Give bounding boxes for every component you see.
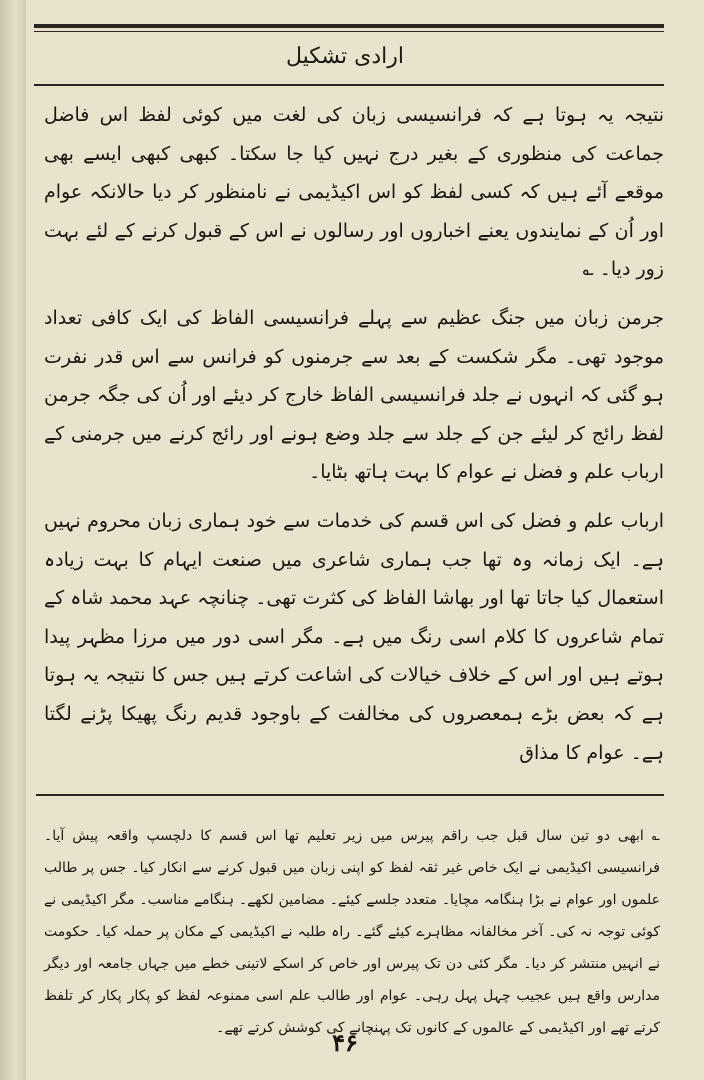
header-top-rule: [34, 24, 664, 28]
header-thin-rule: [34, 31, 664, 32]
footnote-rule: [36, 794, 664, 796]
book-page: [26, 0, 704, 1080]
header-bottom-rule: [34, 84, 664, 86]
paragraph-2: جرمن زبان میں جنگ عظیم سے پہلے فرانسیسی الفاظ کی ایک کافی تعداد موجود تھی۔ مگر شکست کے بعد سے جرمنوں کو فرانس سے اس قدر نفرت ہو گئی کہ انہوں نے جلد فرانسیسی الفاظ خارج کر دیئے اور اُن کی جگہ جرمن لفظ رائج کر لیئے جن کے جلد سے جلد وضع ہونے اور رائج کرنے میں جرمنی کے ارباب علم و فضل نے عوام کا بہت ہاتھ بٹایا۔: [44, 306, 664, 484]
paragraph-3: ارباب علم و فضل کی اس قسم کی خدمات سے خود ہماری زبان محروم نہیں ہے۔ ایک زمانہ وہ تھا جب ہماری شاعری میں صنعت ایہام کا بہت زیادہ استعمال کیا جاتا تھا اور بھاشا الفاظ کی کثرت تھی۔ چنانچہ عہد محمد شاہ کے تمام شاعروں کا کلام اسی رنگ میں ہے۔ مگر اسی دور میں مرزا مظہر پیدا ہوتے ہیں اور اس کے خلاف خیالات کی اشاعت کرتے ہیں جس کا نتیجہ یہ ہوتا ہے کہ بعض بڑے ہمعصروں کی مخالفت کے باوجود قدیم رنگ پھیکا پڑنے لگتا ہے۔ عوام کا مذاق: [44, 509, 664, 764]
footnote: ؎ ابھی دو تین سال قبل جب راقم پیرس میں زیر تعلیم تھا اس قسم کا دلچسپ واقعہ پیش آیا۔ فرانسیسی اکیڈیمی نے ایک خاص غیر ثقہ لفظ کو اپنی زبان میں قبول کرنے سے انکار کیا۔ جس پر طالب علموں اور عوام نے بڑا ہنگامہ مچایا۔ متعدد جلسے کیئے۔ مضامین لکھے۔ ہنگامے مناسب۔ مگر اکیڈیمی نے کوئی توجہ نہ کی۔ آخر مخالفانہ مظاہرے کیئے گئے۔ راہ طلبہ نے اکیڈیمی کے مکان پر حملہ کیا۔ حکومت نے انہیں منتشر کر دیا۔ مگر کئی دن تک پیرس اور خاص کر اسکے لاتینی خطے میں جہاں جامعہ اور دیگر مدارس واقع ہیں عجیب چہل پہل رہی۔ عوام اور طالب علم اسی ممنوعہ لفظ کو پکار پکار کر تلفظ کرتے تھے اور اکیڈیمی کے عالموں کے کانوں تک پہنچانے کی کوشش کرتے تھے۔: [44, 828, 660, 1036]
paragraph-1: نتیجہ یہ ہوتا ہے کہ فرانسیسی زبان کی لغت میں کوئی لفظ اس فاضل جماعت کی منظوری کے بغیر درج نہیں کیا جا سکتا۔ کبھی کبھی ایسے بھی موقعے آئے ہیں کہ کسی لفظ کو اس اکیڈیمی نے نامنظور کر دیا حالانکہ عوام اور اُن کے نمایندوں یعنے اخباروں اور رسالوں نے اس کے قبول کرنے کے لئے بہت زور دیا۔ ؎: [44, 104, 664, 281]
running-header: ارادی تشکیل: [285, 44, 405, 69]
book-binding-edge: [0, 0, 27, 1080]
body-text: [44, 96, 664, 772]
page-number: ۴۶: [332, 1028, 358, 1057]
